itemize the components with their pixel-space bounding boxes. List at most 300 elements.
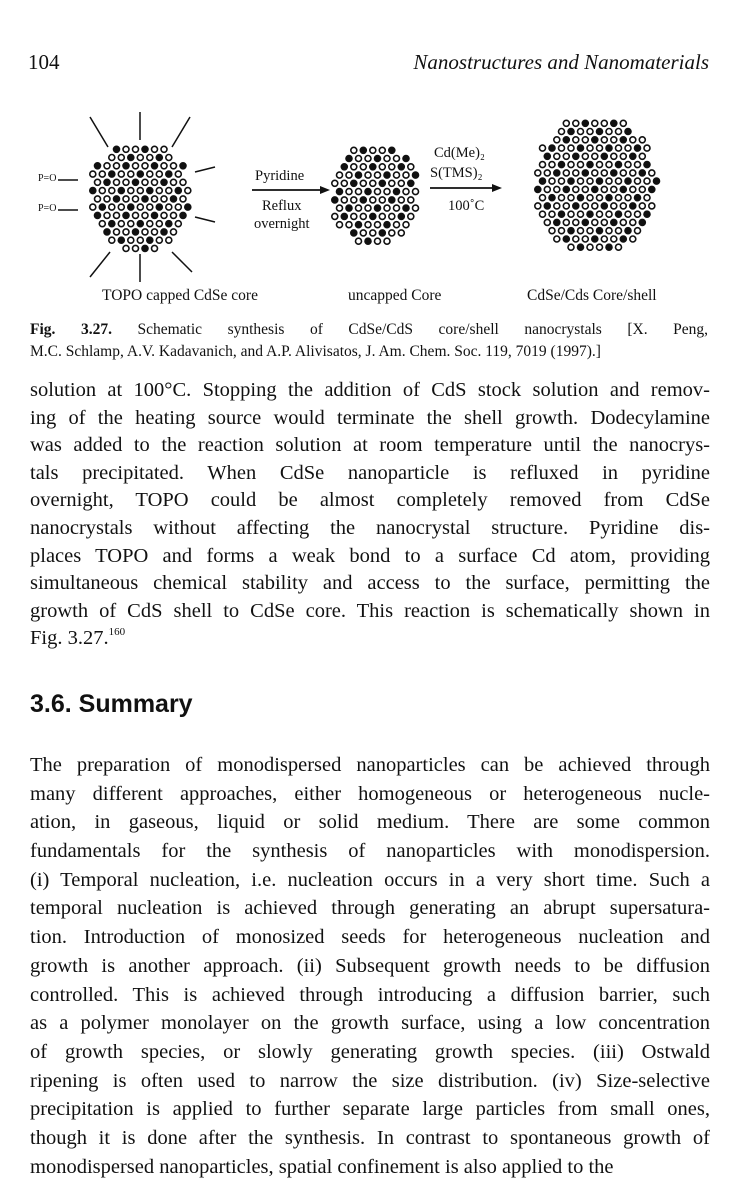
atom [592, 120, 598, 126]
atom [592, 203, 598, 209]
atom [90, 171, 96, 177]
atom [630, 219, 636, 225]
text-line: nanocrystals without affecting the nanocrystal structure. Pyridine dis- [30, 516, 710, 539]
atom [128, 221, 134, 227]
atom [620, 203, 626, 209]
atom [123, 179, 129, 185]
atom [152, 196, 158, 202]
atom [630, 186, 636, 192]
ligand-label: P=O [38, 203, 57, 214]
atom [597, 129, 603, 135]
atom [152, 212, 158, 218]
step2-temperature: 100˚C [448, 198, 485, 214]
atom [644, 162, 650, 168]
cluster-topo-capped-core [90, 146, 191, 251]
atom [630, 170, 636, 176]
atom [384, 156, 390, 162]
text-line: M.C. Schlamp, A.V. Kadavanich, and A.P. Alivisatos, J. Am. Chem. Soc. 119, 7019 (1997).] [30, 343, 601, 360]
atom [379, 197, 385, 203]
atom [578, 211, 584, 217]
atom [109, 221, 115, 227]
atom [587, 178, 593, 184]
atom [597, 178, 603, 184]
atom [99, 171, 105, 177]
atom [346, 172, 352, 178]
atom [360, 197, 366, 203]
atom [554, 236, 560, 242]
atom [142, 146, 148, 152]
atom [394, 156, 400, 162]
atom [540, 145, 546, 151]
atom [639, 170, 645, 176]
atom [535, 203, 541, 209]
text-line: many different approaches, either homogeneous or heterogeneous nucle- [30, 782, 710, 805]
atom [109, 204, 115, 210]
section-heading: 3.6. Summary [30, 690, 193, 718]
atom [644, 195, 650, 201]
atom [582, 153, 588, 159]
atom [128, 155, 134, 161]
atom [408, 180, 414, 186]
atom [601, 120, 607, 126]
atom [351, 197, 357, 203]
ligand-chain [90, 117, 108, 147]
atom [394, 222, 400, 228]
atom [540, 178, 546, 184]
atom [625, 129, 631, 135]
text-line: places TOPO and forms a weak bond to a surface Cd atom, providing [30, 544, 710, 567]
ligand-chain [172, 117, 190, 147]
atom [365, 205, 371, 211]
atom [578, 145, 584, 151]
atom [356, 172, 362, 178]
atom [620, 170, 626, 176]
ligand-label: P=O [38, 173, 57, 184]
atom [166, 171, 172, 177]
atom [365, 156, 371, 162]
atom [403, 222, 409, 228]
atom [152, 146, 158, 152]
atom [152, 229, 158, 235]
atom [587, 211, 593, 217]
atom [568, 162, 574, 168]
atom [635, 211, 641, 217]
atom [341, 180, 347, 186]
atom [171, 196, 177, 202]
atom [587, 195, 593, 201]
step1-reagent: Pyridine [255, 168, 305, 184]
atom [616, 211, 622, 217]
reference-superscript: 160 [108, 626, 126, 639]
atom [156, 155, 162, 161]
atom [563, 186, 569, 192]
atom [630, 137, 636, 143]
atom [582, 120, 588, 126]
atom [118, 237, 124, 243]
atom [370, 164, 376, 170]
atom [365, 189, 371, 195]
atom [403, 205, 409, 211]
atom [587, 129, 593, 135]
atom [360, 180, 366, 186]
atom [161, 196, 167, 202]
atom [137, 204, 143, 210]
atom [625, 195, 631, 201]
atom [123, 245, 129, 251]
atom [137, 237, 143, 243]
atom [573, 203, 579, 209]
atom [535, 170, 541, 176]
atom [559, 145, 565, 151]
atom [413, 205, 419, 211]
atom [365, 238, 371, 244]
atom [568, 129, 574, 135]
atom [639, 186, 645, 192]
atom [606, 129, 612, 135]
atom [582, 137, 588, 143]
text-line: tals precipitated. When CdSe nanoparticle is refluxed in pyridine [30, 461, 710, 484]
atom [351, 230, 357, 236]
running-title: Nanostructures and Nanomaterials [413, 50, 709, 74]
atom [114, 163, 120, 169]
atom [152, 245, 158, 251]
atom [549, 145, 555, 151]
atom [365, 172, 371, 178]
atom [639, 153, 645, 159]
atom [180, 212, 186, 218]
atom [114, 179, 120, 185]
atom [389, 213, 395, 219]
arrowhead-step1 [320, 186, 330, 194]
atom [601, 186, 607, 192]
atom [597, 211, 603, 217]
atom [606, 145, 612, 151]
atom [360, 147, 366, 153]
atom [611, 219, 617, 225]
text-line: ing of the heating source would terminate the shell growth. Dodecylamine [30, 406, 710, 429]
atom [346, 222, 352, 228]
atom [156, 237, 162, 243]
atom [568, 244, 574, 250]
atom [337, 222, 343, 228]
atom [99, 188, 105, 194]
atom [351, 147, 357, 153]
atom [644, 178, 650, 184]
ligand-chain [195, 217, 215, 222]
text-line: growth is another approach. (ii) Subsequent growth needs to be diffusion [30, 954, 710, 977]
text-line: was added to the reaction solution at room temperature until the nanocrys- [30, 434, 710, 457]
atom [104, 229, 110, 235]
atom [582, 186, 588, 192]
atom [403, 189, 409, 195]
atom [611, 137, 617, 143]
atom [175, 188, 181, 194]
atom [384, 205, 390, 211]
atom [630, 153, 636, 159]
atom [156, 204, 162, 210]
atom [592, 153, 598, 159]
atom [123, 163, 129, 169]
atom [118, 221, 124, 227]
step1-condition: Reflux [262, 198, 302, 214]
atom [166, 204, 172, 210]
atom [394, 205, 400, 211]
atom [370, 213, 376, 219]
text-line: though it is done after the synthesis. In contrast to spontaneous growth of [30, 1126, 710, 1149]
atom [549, 211, 555, 217]
atom [408, 164, 414, 170]
atom [147, 221, 153, 227]
atom [142, 179, 148, 185]
atom [171, 229, 177, 235]
atom [549, 162, 555, 168]
text-line: monodispersed nanoparticles, spatial confinement is also applied to the [30, 1155, 614, 1178]
atom [360, 213, 366, 219]
atom [118, 188, 124, 194]
atom [625, 211, 631, 217]
atom [559, 211, 565, 217]
atom [540, 211, 546, 217]
atom [375, 172, 381, 178]
atom [123, 196, 129, 202]
atom [180, 196, 186, 202]
atom [99, 204, 105, 210]
atom [578, 129, 584, 135]
atom [616, 162, 622, 168]
atom [337, 189, 343, 195]
atom [133, 146, 139, 152]
text-line: overnight, TOPO could be almost completely removed from CdSe [30, 489, 710, 512]
atom [370, 180, 376, 186]
atom [142, 196, 148, 202]
atom [156, 171, 162, 177]
atom [635, 228, 641, 234]
figure-synthesis-schematic [30, 92, 710, 312]
atom [554, 219, 560, 225]
atom [568, 145, 574, 151]
atom [403, 156, 409, 162]
figure-caption [30, 319, 708, 363]
atom [341, 213, 347, 219]
atom [375, 205, 381, 211]
atom [95, 179, 101, 185]
atom [540, 195, 546, 201]
text-line: ripening is often used to narrow the size distribution. (iv) Size-selective [30, 1069, 710, 1092]
atom [559, 195, 565, 201]
atom [109, 155, 115, 161]
atom [161, 229, 167, 235]
atom [559, 162, 565, 168]
paragraph-1 [30, 377, 710, 653]
atom [554, 186, 560, 192]
atom [606, 244, 612, 250]
atom [175, 204, 181, 210]
cluster-core-shell [535, 120, 660, 250]
atom [161, 212, 167, 218]
nanocrystal-clusters [90, 120, 660, 251]
atom [137, 188, 143, 194]
atom [118, 204, 124, 210]
atom [394, 172, 400, 178]
atom [544, 153, 550, 159]
atom [123, 212, 129, 218]
text-line: controlled. This is achieved through introducing a diffusion barrier, such [30, 983, 710, 1006]
atom [639, 137, 645, 143]
atom [379, 230, 385, 236]
atom [166, 188, 172, 194]
atom [587, 228, 593, 234]
atom [346, 205, 352, 211]
atom [351, 213, 357, 219]
atom [606, 211, 612, 217]
atom [601, 170, 607, 176]
atom [573, 153, 579, 159]
atom [573, 120, 579, 126]
atom [597, 228, 603, 234]
atom [540, 162, 546, 168]
atom [554, 170, 560, 176]
atom [379, 147, 385, 153]
atom [104, 163, 110, 169]
atom [620, 236, 626, 242]
step2-reagent-2: S(TMS)₂ [430, 165, 483, 181]
page-number: 104 [28, 50, 60, 74]
atom [360, 230, 366, 236]
atom [606, 228, 612, 234]
step1-time: overnight [254, 216, 310, 232]
atom [578, 178, 584, 184]
text-line: precipitation is applied to further separate large particles from small ones, [30, 1098, 710, 1121]
atom [620, 186, 626, 192]
atom [137, 155, 143, 161]
atom [356, 205, 362, 211]
atom [592, 137, 598, 143]
atom [375, 238, 381, 244]
atom [95, 196, 101, 202]
atom [408, 197, 414, 203]
atom [104, 212, 110, 218]
atom [597, 145, 603, 151]
atom [147, 155, 153, 161]
atom [114, 146, 120, 152]
atom [544, 186, 550, 192]
atom [544, 170, 550, 176]
atom [185, 204, 191, 210]
atom [554, 203, 560, 209]
atom [549, 228, 555, 234]
atom [611, 153, 617, 159]
atom [654, 178, 660, 184]
atom [597, 162, 603, 168]
atom [582, 170, 588, 176]
atom [601, 236, 607, 242]
atom [370, 230, 376, 236]
ligand-chain [195, 167, 215, 172]
atom [408, 213, 414, 219]
atom [616, 244, 622, 250]
label-uncapped-core: uncapped Core [348, 287, 442, 304]
atom [156, 188, 162, 194]
atom [389, 197, 395, 203]
text-line: (i) Temporal nucleation, i.e. nucleation occurs in a very short time. Such a [30, 868, 710, 891]
atom [337, 205, 343, 211]
atom [171, 212, 177, 218]
atom [625, 178, 631, 184]
atom [394, 189, 400, 195]
ligand-chain [90, 252, 110, 277]
atom [341, 197, 347, 203]
atom [611, 170, 617, 176]
text-line: The preparation of monodispersed nanoparticles can be achieved through [30, 754, 710, 776]
atom [635, 162, 641, 168]
atom [573, 186, 579, 192]
atom [582, 236, 588, 242]
atom [635, 145, 641, 151]
atom [166, 221, 172, 227]
atom [90, 204, 96, 210]
atom [398, 213, 404, 219]
atom [133, 196, 139, 202]
atom [133, 163, 139, 169]
atom [559, 178, 565, 184]
atom [544, 219, 550, 225]
atom [341, 164, 347, 170]
atom [592, 170, 598, 176]
atom [114, 196, 120, 202]
atom [356, 156, 362, 162]
atom [597, 244, 603, 250]
atom [563, 203, 569, 209]
atom [90, 188, 96, 194]
atom [128, 237, 134, 243]
text-line: tion. Introduction of monosized seeds for heterogeneous nucleation and [30, 926, 710, 949]
atom [616, 129, 622, 135]
atom [109, 188, 115, 194]
atom [563, 153, 569, 159]
atom [649, 186, 655, 192]
atom [578, 195, 584, 201]
atom [568, 195, 574, 201]
atom [587, 145, 593, 151]
label-core-shell: CdSe/Cds Core/shell [527, 287, 657, 304]
atom [337, 172, 343, 178]
atom [109, 171, 115, 177]
atom [398, 180, 404, 186]
atom [104, 196, 110, 202]
atom [152, 179, 158, 185]
atom [161, 146, 167, 152]
atom [398, 197, 404, 203]
atom [616, 228, 622, 234]
atom [544, 203, 550, 209]
text-line: as a polymer monolayer on the growth surface, using a low concentration [30, 1012, 710, 1035]
atom [384, 172, 390, 178]
atom [147, 237, 153, 243]
atom [384, 222, 390, 228]
atom [644, 145, 650, 151]
atom [563, 137, 569, 143]
atom [625, 162, 631, 168]
atom [370, 197, 376, 203]
atom [137, 221, 143, 227]
atom [644, 211, 650, 217]
atom [356, 222, 362, 228]
arrowhead-step2 [492, 184, 502, 192]
atom [535, 186, 541, 192]
atom [611, 120, 617, 126]
atom [649, 170, 655, 176]
atom [332, 213, 338, 219]
